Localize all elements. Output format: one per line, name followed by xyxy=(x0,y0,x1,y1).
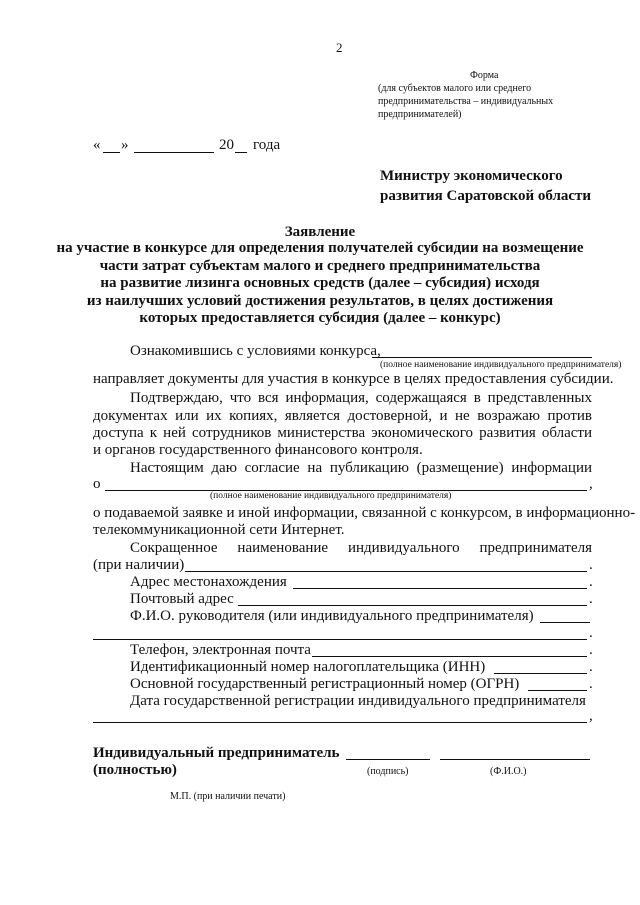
postal-field[interactable] xyxy=(238,605,587,606)
address-field[interactable] xyxy=(293,588,587,589)
reg-date-comma: , xyxy=(589,708,593,724)
about-rest-line: телекоммуникационной сети Интернет. xyxy=(93,522,345,538)
head-name-label: Ф.И.О. руководителя (или индивидуального предпринимателя) xyxy=(130,608,534,624)
confirm-line: документах или их копиях, является достоверной, и не возражаю против xyxy=(93,408,592,424)
page-number: 2 xyxy=(336,40,343,55)
form-caption-title: Форма xyxy=(470,70,499,81)
short-name-period: . xyxy=(589,557,593,573)
day-blank[interactable] xyxy=(103,152,120,153)
ogrn-field[interactable] xyxy=(528,690,587,691)
confirm-last-line: и органов государственного финансового контроля. xyxy=(93,442,423,458)
stamp-place: М.П. (при наличии печати) xyxy=(170,791,286,802)
heading-title: Заявление xyxy=(284,224,356,240)
confirm-line: доступа к ней сотрудников министерства экономического развития области xyxy=(93,425,592,441)
short-name-label: Сокращенное наименование индивидуального предпринимателя xyxy=(130,540,592,556)
addressee-line: развития Саратовской области xyxy=(380,188,592,204)
short-name-if-any: (при наличии) xyxy=(93,557,185,573)
reg-date-field[interactable] xyxy=(93,722,587,723)
head-name-period: . xyxy=(589,625,593,641)
fio-hint: (Ф.И.О.) xyxy=(490,766,527,777)
signature-hint: (подпись) xyxy=(367,766,409,777)
reg-date-label: Дата государственной регистрации индивидуального предпринимателя xyxy=(130,693,586,709)
heading-line: на развитие лизинга основных средств (далее – субсидия) исходя xyxy=(100,275,540,291)
heading-line: из наилучших условий достижения результатов, в целях достижения xyxy=(86,293,554,309)
address-label: Адрес местонахождения xyxy=(130,574,287,590)
date-close-quote: » xyxy=(121,137,129,153)
date-open-quote: « xyxy=(93,137,101,153)
heading-line: на участие в конкурсе для определения получателей субсидии на возмещение xyxy=(56,240,584,256)
addressee-line: Министру экономического xyxy=(380,168,563,184)
publication-name-hint: (полное наименование индивидуального предпринимателя) xyxy=(210,491,452,501)
inn-period: . xyxy=(589,659,593,675)
heading-line: которых предоставляется субсидия (далее – конкурс) xyxy=(139,310,501,326)
applicant-name-hint: (полное наименование индивидуального предпринимателя) xyxy=(380,360,622,370)
signer-label: Индивидуальный предприниматель xyxy=(93,745,340,761)
applicant-name-field[interactable] xyxy=(372,357,592,358)
form-caption-line: (для субъектов малого или среднего xyxy=(378,83,532,94)
signature-field[interactable] xyxy=(346,759,430,760)
year-blank[interactable] xyxy=(235,152,247,153)
postal-period: . xyxy=(589,591,593,607)
inn-label: Идентификационный номер налогоплательщика (ИНН) xyxy=(130,659,486,675)
about-rest-line: о подаваемой заявке и иной информации, связанной с конкурсом, в информационно- xyxy=(93,505,636,521)
intro-text: Ознакомившись с условиями конкурса, xyxy=(130,343,381,359)
postal-label: Почтовый адрес xyxy=(130,591,234,607)
form-caption-line: предпринимателей) xyxy=(378,109,462,120)
phone-label: Телефон, электронная почта xyxy=(130,642,311,658)
consent-text: Настоящим даю согласие на публикацию (размещение) информации xyxy=(130,460,592,476)
head-name-field-line-2[interactable] xyxy=(93,639,587,640)
address-period: . xyxy=(589,574,593,590)
year-suffix: года xyxy=(253,137,281,153)
phone-field[interactable] xyxy=(312,656,587,657)
fio-field[interactable] xyxy=(440,759,590,760)
ogrn-period: . xyxy=(589,676,593,692)
heading-line: части затрат субъектам малого и среднего предпринимательства xyxy=(99,258,541,274)
year-prefix: 20 xyxy=(219,137,234,153)
sends-text: направляет документы для участия в конкурсе в целях предоставления субсидии. xyxy=(93,371,614,387)
short-name-field[interactable] xyxy=(185,571,587,572)
month-blank[interactable] xyxy=(134,152,214,153)
phone-period: . xyxy=(589,642,593,658)
confirm-line: Подтверждаю, что вся информация, содержащаяся в представленных xyxy=(130,390,592,406)
about-prefix: о xyxy=(93,476,101,492)
head-name-field[interactable] xyxy=(540,622,590,623)
about-comma: , xyxy=(589,476,593,492)
signer-label-full: (полностью) xyxy=(93,762,177,778)
form-caption-line: предпринимательства – индивидуальных xyxy=(378,96,554,107)
inn-field[interactable] xyxy=(494,673,587,674)
ogrn-label: Основной государственный регистрационный номер (ОГРН) xyxy=(130,676,520,692)
